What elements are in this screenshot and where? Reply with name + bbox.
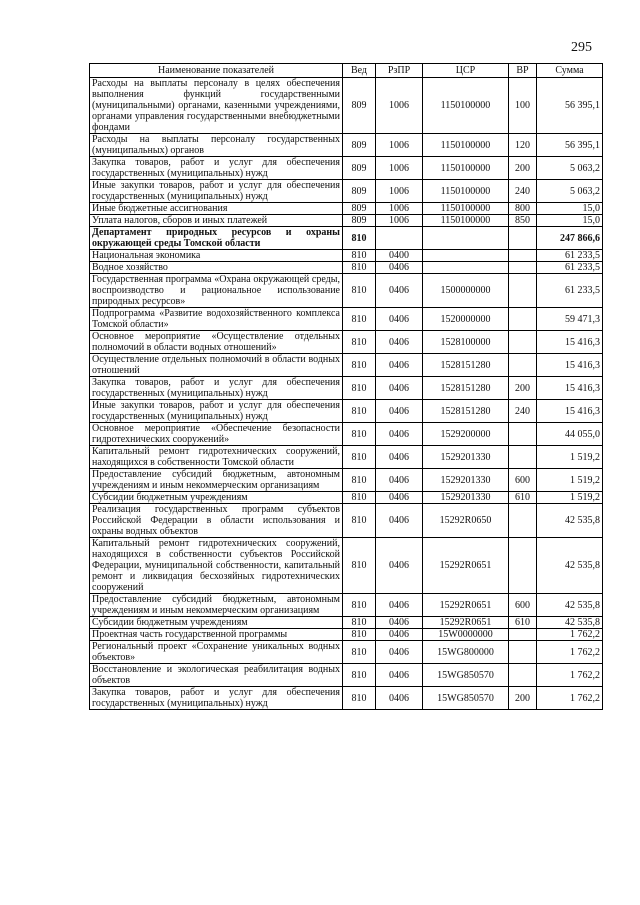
row-sum: 61 233,5 [537, 250, 603, 262]
row-rzpr: 1006 [376, 215, 423, 227]
row-name: Иные закупки товаров, работ и услуг для обеспечения государственных (муниципальных) нужд [90, 180, 343, 203]
table-row [90, 617, 603, 629]
row-sum: 56 395,1 [537, 78, 603, 134]
row-ved: 810 [343, 617, 376, 629]
row-name: Субсидии бюджетным учреждениям [90, 492, 343, 504]
row-vr: 800 [509, 203, 537, 215]
row-vr [509, 538, 537, 594]
row-csr: 1528100000 [423, 331, 509, 354]
row-name: Иные закупки товаров, работ и услуг для обеспечения государственных (муниципальных) нужд [90, 400, 343, 423]
row-sum: 42 535,8 [537, 538, 603, 594]
row-sum: 61 233,5 [537, 262, 603, 274]
row-sum: 247 866,6 [537, 227, 603, 250]
row-csr: 1529201330 [423, 469, 509, 492]
table-row [90, 134, 603, 157]
table-row [90, 250, 603, 262]
header-csr: ЦСР [423, 64, 509, 78]
row-rzpr: 0400 [376, 250, 423, 262]
budget-table [89, 63, 603, 710]
row-vr: 600 [509, 594, 537, 617]
row-csr: 1529200000 [423, 423, 509, 446]
table-row [90, 538, 603, 594]
row-csr: 1150100000 [423, 134, 509, 157]
row-rzpr: 0406 [376, 308, 423, 331]
row-ved: 810 [343, 354, 376, 377]
row-ved: 810 [343, 629, 376, 641]
row-vr [509, 423, 537, 446]
row-rzpr: 0406 [376, 504, 423, 538]
row-rzpr: 0406 [376, 617, 423, 629]
header-name: Наименование показателей [90, 64, 343, 78]
row-ved: 810 [343, 423, 376, 446]
table-row [90, 504, 603, 538]
row-vr: 240 [509, 400, 537, 423]
row-rzpr: 1006 [376, 203, 423, 215]
row-sum: 15,0 [537, 203, 603, 215]
table-row [90, 227, 603, 250]
row-csr: 1150100000 [423, 180, 509, 203]
row-vr: 600 [509, 469, 537, 492]
row-csr: 15292R0651 [423, 594, 509, 617]
row-vr [509, 274, 537, 308]
table-row [90, 308, 603, 331]
table-row [90, 641, 603, 664]
row-csr [423, 250, 509, 262]
row-rzpr: 0406 [376, 538, 423, 594]
row-rzpr: 0406 [376, 469, 423, 492]
row-csr: 1528151280 [423, 400, 509, 423]
row-vr [509, 629, 537, 641]
table-row [90, 157, 603, 180]
row-vr [509, 250, 537, 262]
row-sum: 5 063,2 [537, 180, 603, 203]
table-row [90, 446, 603, 469]
row-ved: 810 [343, 377, 376, 400]
row-sum: 5 063,2 [537, 157, 603, 180]
row-rzpr [376, 227, 423, 250]
row-ved: 810 [343, 641, 376, 664]
row-name: Закупка товаров, работ и услуг для обеспечения государственных (муниципальных) нужд [90, 687, 343, 710]
row-vr [509, 331, 537, 354]
row-csr: 1150100000 [423, 203, 509, 215]
row-name: Уплата налогов, сборов и иных платежей [90, 215, 343, 227]
table-row [90, 400, 603, 423]
row-rzpr: 0406 [376, 629, 423, 641]
row-name: Государственная программа «Охрана окружающей среды, воспроизводство и рациональное использование природных ресурсов» [90, 274, 343, 308]
row-name: Водное хозяйство [90, 262, 343, 274]
row-ved: 810 [343, 400, 376, 423]
row-name: Расходы на выплаты персоналу в целях обеспечения выполнения функций государственными (муниципальными) органами, казенными учреждениями, органами управления государственными внебюджетными фондами [90, 78, 343, 134]
row-ved: 810 [343, 469, 376, 492]
row-csr: 1528151280 [423, 354, 509, 377]
row-name: Осуществление отдельных полномочий в области водных отношений [90, 354, 343, 377]
row-csr: 15WG850570 [423, 687, 509, 710]
row-rzpr: 0406 [376, 377, 423, 400]
row-rzpr: 0406 [376, 331, 423, 354]
row-ved: 810 [343, 250, 376, 262]
row-csr: 15WG850570 [423, 664, 509, 687]
row-rzpr: 1006 [376, 134, 423, 157]
row-ved: 810 [343, 274, 376, 308]
row-csr: 15292R0650 [423, 504, 509, 538]
row-rzpr: 1006 [376, 157, 423, 180]
row-csr [423, 262, 509, 274]
row-name: Региональный проект «Сохранение уникальных водных объектов» [90, 641, 343, 664]
row-vr: 200 [509, 377, 537, 400]
row-vr: 200 [509, 157, 537, 180]
row-csr: 1528151280 [423, 377, 509, 400]
row-sum: 61 233,5 [537, 274, 603, 308]
row-sum: 1 762,2 [537, 687, 603, 710]
row-ved: 810 [343, 262, 376, 274]
row-ved: 810 [343, 446, 376, 469]
row-vr [509, 504, 537, 538]
row-name: Подпрограмма «Развитие водохозяйственного комплекса Томской области» [90, 308, 343, 331]
row-csr: 1150100000 [423, 157, 509, 180]
row-ved: 809 [343, 215, 376, 227]
row-rzpr: 0406 [376, 446, 423, 469]
row-vr: 200 [509, 687, 537, 710]
row-ved: 810 [343, 687, 376, 710]
table-row [90, 687, 603, 710]
row-rzpr: 0406 [376, 274, 423, 308]
table-row [90, 274, 603, 308]
row-rzpr: 0406 [376, 262, 423, 274]
row-sum: 59 471,3 [537, 308, 603, 331]
row-ved: 809 [343, 134, 376, 157]
table-row [90, 469, 603, 492]
table-row [90, 377, 603, 400]
row-name: Департамент природных ресурсов и охраны окружающей среды Томской области [90, 227, 343, 250]
row-rzpr: 0406 [376, 664, 423, 687]
row-csr: 15W0000000 [423, 629, 509, 641]
table-row [90, 594, 603, 617]
row-sum: 1 519,2 [537, 469, 603, 492]
row-csr: 1150100000 [423, 78, 509, 134]
header-rzpr: РзПР [376, 64, 423, 78]
row-csr [423, 227, 509, 250]
row-name: Национальная экономика [90, 250, 343, 262]
row-sum: 42 535,8 [537, 594, 603, 617]
row-rzpr: 0406 [376, 400, 423, 423]
row-name: Основное мероприятие «Обеспечение безопасности гидротехнических сооружений» [90, 423, 343, 446]
row-ved: 810 [343, 538, 376, 594]
table-row [90, 423, 603, 446]
table-row [90, 180, 603, 203]
table-row [90, 629, 603, 641]
row-name: Предоставление субсидий бюджетным, автономным учреждениям и иным некоммерческим организациям [90, 594, 343, 617]
row-vr: 610 [509, 492, 537, 504]
row-csr: 1150100000 [423, 215, 509, 227]
row-vr [509, 641, 537, 664]
row-ved: 810 [343, 227, 376, 250]
row-name: Иные бюджетные ассигнования [90, 203, 343, 215]
row-name: Субсидии бюджетным учреждениям [90, 617, 343, 629]
row-sum: 56 395,1 [537, 134, 603, 157]
row-csr: 15292R0651 [423, 538, 509, 594]
row-vr: 240 [509, 180, 537, 203]
row-ved: 810 [343, 492, 376, 504]
row-name: Восстановление и экологическая реабилитация водных объектов [90, 664, 343, 687]
row-name: Реализация государственных программ субъектов Российской Федерации в области использования и охраны водных объектов [90, 504, 343, 538]
header-ved: Вед [343, 64, 376, 78]
row-name: Закупка товаров, работ и услуг для обеспечения государственных (муниципальных) нужд [90, 377, 343, 400]
row-ved: 810 [343, 594, 376, 617]
row-vr [509, 354, 537, 377]
row-vr: 100 [509, 78, 537, 134]
row-sum: 15 416,3 [537, 377, 603, 400]
row-ved: 809 [343, 157, 376, 180]
row-sum: 15 416,3 [537, 400, 603, 423]
row-rzpr: 0406 [376, 687, 423, 710]
row-sum: 1 519,2 [537, 492, 603, 504]
row-csr: 1529201330 [423, 446, 509, 469]
table-row [90, 262, 603, 274]
header-vr: ВР [509, 64, 537, 78]
row-ved: 810 [343, 308, 376, 331]
row-csr: 1520000000 [423, 308, 509, 331]
table-header-row [90, 64, 603, 78]
row-csr: 1529201330 [423, 492, 509, 504]
table-row [90, 664, 603, 687]
table-row [90, 203, 603, 215]
row-rzpr: 0406 [376, 423, 423, 446]
row-name: Расходы на выплаты персоналу государственных (муниципальных) органов [90, 134, 343, 157]
row-sum: 15 416,3 [537, 354, 603, 377]
table-row [90, 78, 603, 134]
row-vr: 120 [509, 134, 537, 157]
row-rzpr: 0406 [376, 492, 423, 504]
row-vr [509, 446, 537, 469]
row-vr: 850 [509, 215, 537, 227]
row-rzpr: 0406 [376, 641, 423, 664]
table-row [90, 331, 603, 354]
row-name: Основное мероприятие «Осуществление отдельных полномочий в области водных отношений» [90, 331, 343, 354]
row-rzpr: 0406 [376, 354, 423, 377]
row-name: Капитальный ремонт гидротехнических сооружений, находящихся в собственности субъектов Российской Федерации, муниципальной собственности, капитальный ремонт и ликвидация бесхозяйных гидротехнических сооружений [90, 538, 343, 594]
row-vr [509, 262, 537, 274]
row-ved: 809 [343, 78, 376, 134]
row-sum: 44 055,0 [537, 423, 603, 446]
table-row [90, 492, 603, 504]
row-name: Капитальный ремонт гидротехнических сооружений, находящихся в собственности Томской области [90, 446, 343, 469]
row-vr [509, 308, 537, 331]
row-sum: 15,0 [537, 215, 603, 227]
row-sum: 15 416,3 [537, 331, 603, 354]
row-csr: 15292R0651 [423, 617, 509, 629]
row-csr: 1500000000 [423, 274, 509, 308]
row-sum: 1 519,2 [537, 446, 603, 469]
row-vr: 610 [509, 617, 537, 629]
row-sum: 1 762,2 [537, 641, 603, 664]
row-rzpr: 1006 [376, 180, 423, 203]
row-sum: 1 762,2 [537, 664, 603, 687]
row-rzpr: 1006 [376, 78, 423, 134]
row-sum: 42 535,8 [537, 504, 603, 538]
row-name: Проектная часть государственной программы [90, 629, 343, 641]
row-vr [509, 664, 537, 687]
header-sum: Сумма [537, 64, 603, 78]
row-ved: 810 [343, 664, 376, 687]
row-ved: 809 [343, 180, 376, 203]
row-sum: 1 762,2 [537, 629, 603, 641]
row-name: Закупка товаров, работ и услуг для обеспечения государственных (муниципальных) нужд [90, 157, 343, 180]
row-csr: 15WG800000 [423, 641, 509, 664]
row-rzpr: 0406 [376, 594, 423, 617]
row-name: Предоставление субсидий бюджетным, автономным учреждениям и иным некоммерческим организациям [90, 469, 343, 492]
row-vr [509, 227, 537, 250]
row-sum: 42 535,8 [537, 617, 603, 629]
row-ved: 809 [343, 203, 376, 215]
row-ved: 810 [343, 504, 376, 538]
table-row [90, 354, 603, 377]
table-row [90, 215, 603, 227]
row-ved: 810 [343, 331, 376, 354]
page-number: 295 [571, 40, 592, 55]
